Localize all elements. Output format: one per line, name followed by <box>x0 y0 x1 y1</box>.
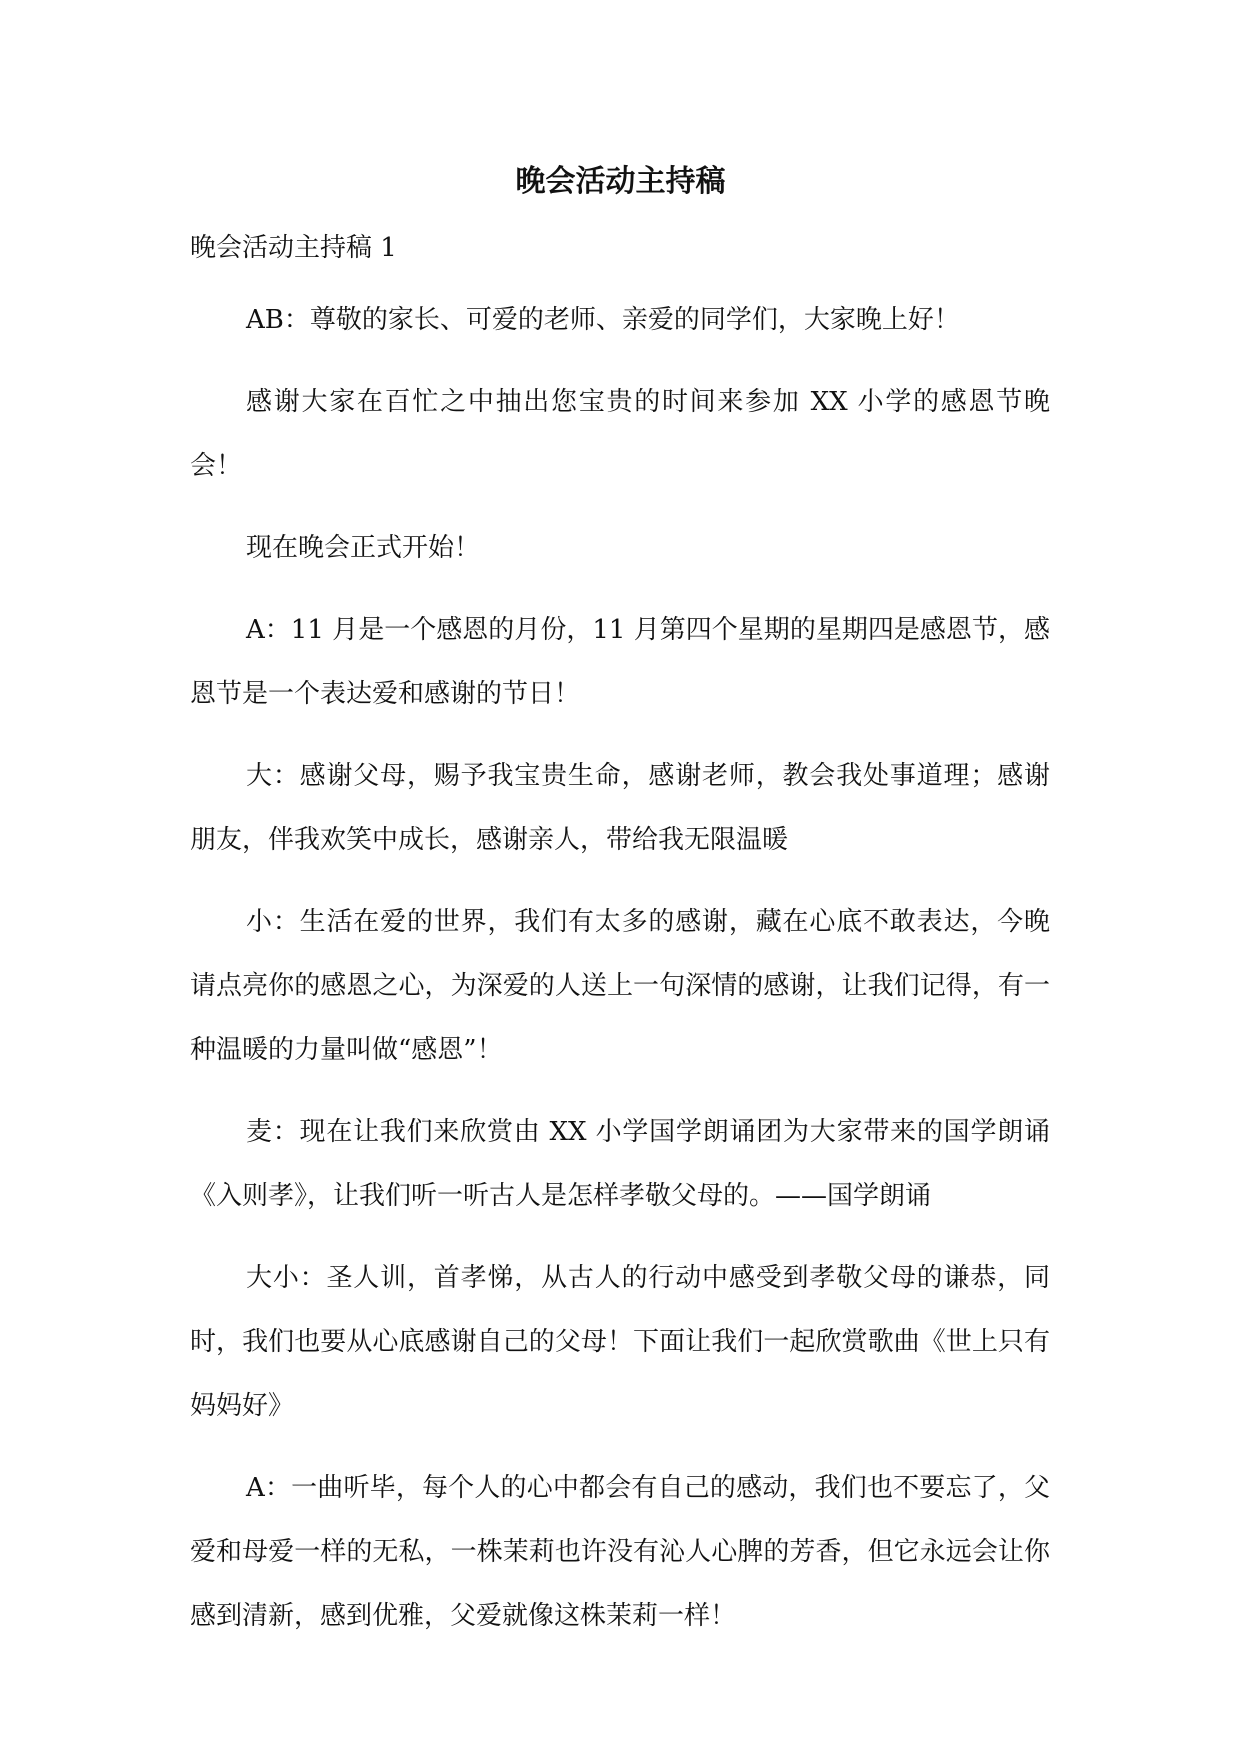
paragraph-november: A：11 月是一个感恩的月份，11 月第四个星期的星期四是感恩节，感恩节是一个表达爱和感谢的节日！ <box>190 615 1050 709</box>
document-body <box>190 226 1050 1666</box>
paragraph-gratitude: 大：感谢父母，赐予我宝贵生命，感谢老师，教会我处事道理；感谢朋友，伴我欢笑中成长，感谢亲人，带给我无限温暖 <box>190 761 1050 855</box>
document-title: 晚会活动主持稿 <box>515 164 726 199</box>
paragraph-recitation: 麦：现在让我们来欣赏由 XX 小学国学朗诵团为大家带来的国学朗诵《入则孝》，让我们听一听古人是怎样孝敬父母的。——国学朗诵 <box>190 1117 1050 1211</box>
section-heading: 晚会活动主持稿 1 <box>190 233 397 263</box>
paragraph-opening: 现在晚会正式开始！ <box>246 533 481 563</box>
paragraph-father-love: A：一曲听毕，每个人的心中都会有自己的感动，我们也不要忘了，父爱和母爱一样的无私，一株茉莉也许没有沁人心脾的芳香，但它永远会让你感到清新，感到优雅，父爱就像这株茉莉一样！ <box>190 1473 1050 1631</box>
paragraph-song: 大小：圣人训，首孝悌，从古人的行动中感受到孝敬父母的谦恭，同时，我们也要从心底感谢自己的父母！下面让我们一起欣赏歌曲《世上只有妈妈好》 <box>190 1263 1050 1421</box>
paragraph-greeting: AB：尊敬的家长、可爱的老师、亲爱的同学们，大家晚上好！ <box>246 305 960 335</box>
paragraph-thanks: 感谢大家在百忙之中抽出您宝贵的时间来参加 XX 小学的感恩节晚会！ <box>190 387 1050 481</box>
paragraph-warmth: 小：生活在爱的世界，我们有太多的感谢，藏在心底不敢表达，今晚请点亮你的感恩之心，为深爱的人送上一句深情的感谢，让我们记得，有一种温暖的力量叫做“感恩”！ <box>190 907 1050 1065</box>
